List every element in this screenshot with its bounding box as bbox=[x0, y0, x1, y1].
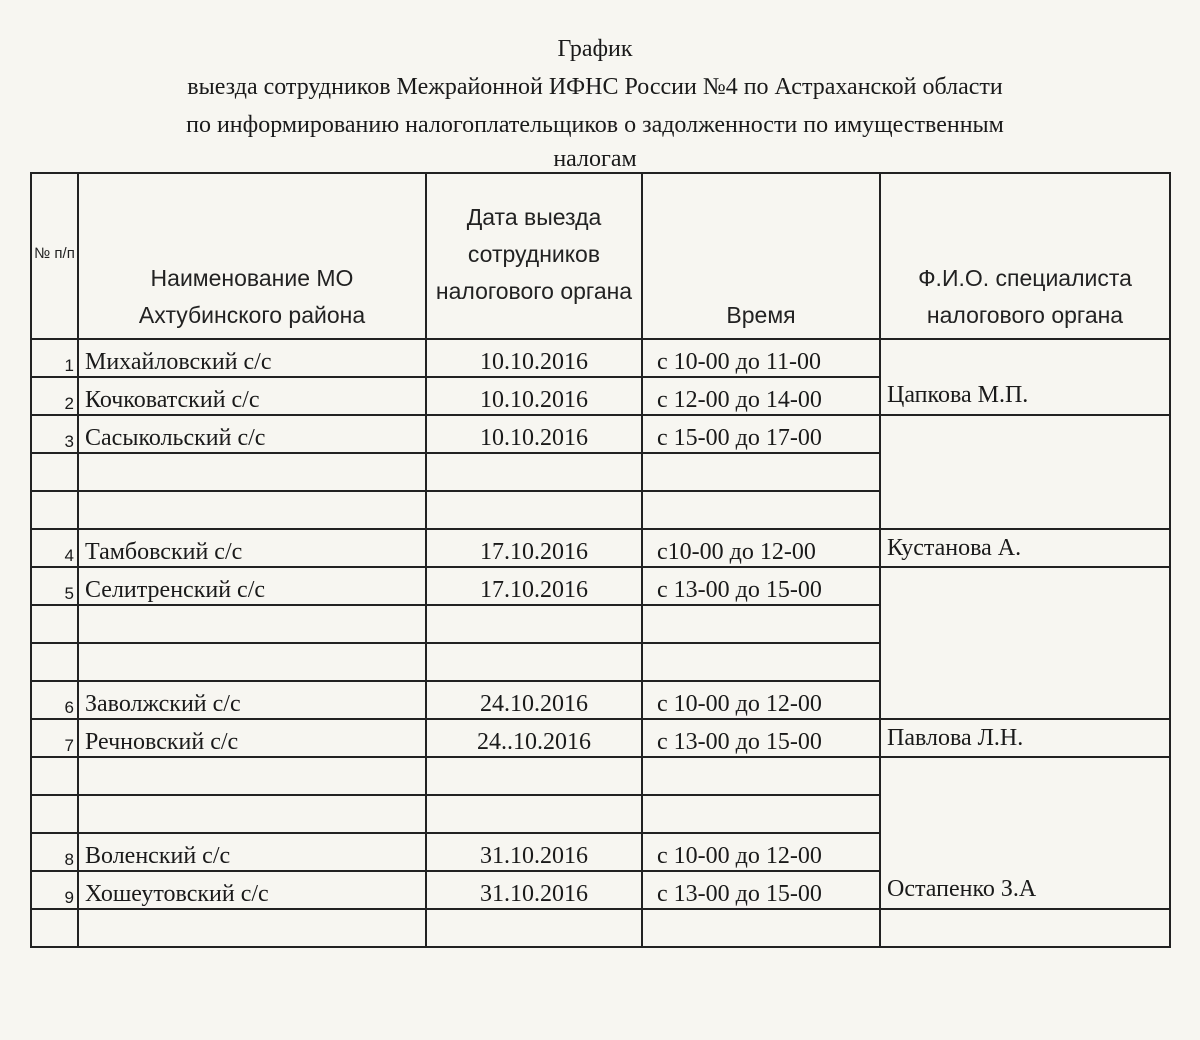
visit-time: с 13-00 до 15-00 bbox=[642, 871, 880, 909]
specialist-cell bbox=[880, 681, 1170, 719]
visit-date: 10.10.2016 bbox=[426, 339, 642, 377]
blank-row bbox=[31, 453, 1170, 491]
specialist-name: Кустанова А. bbox=[880, 529, 1170, 567]
mo-name: Заволжский с/с bbox=[78, 681, 426, 719]
visit-time: с 12-00 до 14-00 bbox=[642, 377, 880, 415]
visit-date: 10.10.2016 bbox=[426, 377, 642, 415]
row-number: 4 bbox=[31, 529, 78, 567]
header-num: № п/п bbox=[31, 173, 78, 339]
visit-time: с 13-00 до 15-00 bbox=[642, 567, 880, 605]
mo-name: Речновский с/с bbox=[78, 719, 426, 757]
title-line-2: выезда сотрудников Межрайонной ИФНС России №4 по Астраханской области bbox=[187, 74, 1003, 100]
mo-name: Михайловский с/с bbox=[78, 339, 426, 377]
header-row bbox=[31, 173, 1170, 339]
visit-date: 24..10.2016 bbox=[426, 719, 642, 757]
visit-time: с 10-00 до 12-00 bbox=[642, 833, 880, 871]
visit-date: 31.10.2016 bbox=[426, 871, 642, 909]
row-number: 5 bbox=[31, 567, 78, 605]
header-time: Время bbox=[642, 173, 880, 339]
mo-name: Сасыкольский с/с bbox=[78, 415, 426, 453]
row-number: 3 bbox=[31, 415, 78, 453]
visit-date: 17.10.2016 bbox=[426, 529, 642, 567]
visit-time: с 15-00 до 17-00 bbox=[642, 415, 880, 453]
row-number: 2 bbox=[31, 377, 78, 415]
visit-time: с 13-00 до 15-00 bbox=[642, 719, 880, 757]
row-number: 1 bbox=[31, 339, 78, 377]
mo-name: Воленский с/с bbox=[78, 833, 426, 871]
table-row bbox=[31, 567, 1170, 605]
specialist-cell bbox=[880, 339, 1170, 377]
blank-row bbox=[31, 605, 1170, 643]
blank-row bbox=[31, 757, 1170, 795]
title-line-3: по информированию налогоплательщиков о задолженности по имущественным bbox=[186, 112, 1004, 138]
title-line-1: График bbox=[557, 36, 633, 62]
blank-row bbox=[31, 909, 1170, 947]
table-row bbox=[31, 529, 1170, 567]
mo-name: Тамбовский с/с bbox=[78, 529, 426, 567]
visit-date: 17.10.2016 bbox=[426, 567, 642, 605]
visit-date: 24.10.2016 bbox=[426, 681, 642, 719]
table-row bbox=[31, 377, 1170, 415]
mo-name: Селитренский с/с bbox=[78, 567, 426, 605]
specialist-name: Остапенко З.А bbox=[880, 871, 1170, 909]
row-number: 8 bbox=[31, 833, 78, 871]
blank-row bbox=[31, 795, 1170, 833]
visit-time: с 10-00 до 12-00 bbox=[642, 681, 880, 719]
mo-name: Кочковатский с/с bbox=[78, 377, 426, 415]
specialist-cell bbox=[880, 567, 1170, 605]
row-number: 7 bbox=[31, 719, 78, 757]
title-line-4: налогам bbox=[553, 146, 637, 172]
blank-row bbox=[31, 643, 1170, 681]
table-row bbox=[31, 871, 1170, 909]
schedule-table bbox=[30, 172, 1171, 948]
specialist-cell bbox=[880, 833, 1170, 871]
table-row bbox=[31, 681, 1170, 719]
header-date: Дата выезда сотрудников налогового органа bbox=[426, 173, 642, 339]
specialist-name: Павлова Л.Н. bbox=[880, 719, 1170, 757]
row-number: 9 bbox=[31, 871, 78, 909]
document-title bbox=[40, 30, 1150, 174]
header-mo: Наименование МО Ахтубинского района bbox=[78, 173, 426, 339]
visit-date: 31.10.2016 bbox=[426, 833, 642, 871]
row-number: 6 bbox=[31, 681, 78, 719]
visit-time: с10-00 до 12-00 bbox=[642, 529, 880, 567]
specialist-cell bbox=[880, 415, 1170, 453]
specialist-name: Цапкова М.П. bbox=[880, 377, 1170, 415]
table-row bbox=[31, 833, 1170, 871]
visit-time: с 10-00 до 11-00 bbox=[642, 339, 880, 377]
blank-row bbox=[31, 491, 1170, 529]
table-row bbox=[31, 415, 1170, 453]
mo-name: Хошеутовский с/с bbox=[78, 871, 426, 909]
table-row bbox=[31, 339, 1170, 377]
header-fio: Ф.И.О. специалиста налогового органа bbox=[880, 173, 1170, 339]
visit-date: 10.10.2016 bbox=[426, 415, 642, 453]
table-row bbox=[31, 719, 1170, 757]
